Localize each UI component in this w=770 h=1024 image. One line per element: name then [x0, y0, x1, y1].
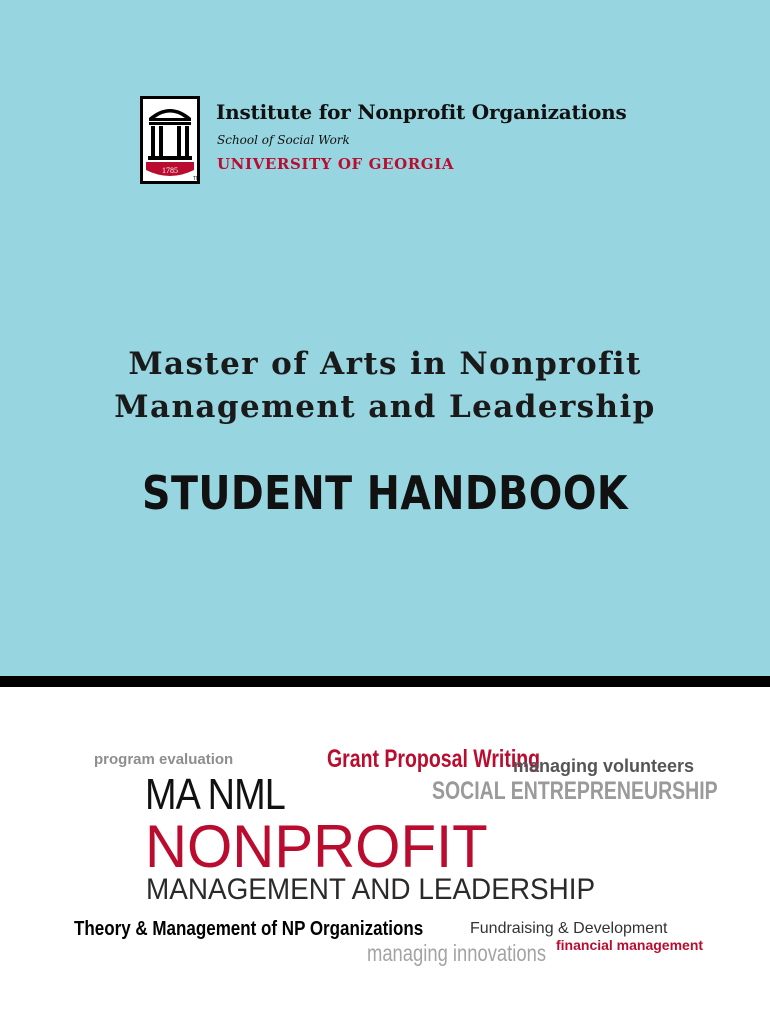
- word-program-evaluation: program evaluation: [94, 751, 234, 768]
- word-social-entrepreneurship: SOCIAL ENTREPRENEURSHIP: [432, 777, 718, 805]
- program-title-line1: Master of Arts in Nonprofit: [128, 346, 642, 382]
- word-theory-management: Theory & Management of NP Organizations: [74, 918, 424, 940]
- arch-icon: [140, 96, 200, 184]
- word-managing-volunteers: managing volunteers: [513, 756, 695, 776]
- word-grant-proposal-writing: Grant Proposal Writing: [327, 745, 541, 773]
- word-financial-management: financial management: [556, 937, 704, 953]
- word-ma-nml: MA NML: [145, 770, 285, 819]
- institute-name: Institute for Nonprofit Organizations: [216, 100, 627, 124]
- word-managing-innovations: managing innovations: [367, 940, 547, 966]
- word-nonprofit: NONPROFIT: [145, 813, 488, 880]
- trademark-mark: TM: [193, 176, 201, 182]
- word-fundraising: Fundraising & Development: [470, 920, 668, 937]
- program-title: [0, 343, 770, 429]
- university-name: UNIVERSITY OF GEORGIA: [217, 155, 455, 173]
- program-title-line2: Management and Leadership: [114, 389, 656, 425]
- handbook-title: STUDENT HANDBOOK: [142, 466, 628, 520]
- word-management-and-leadership: MANAGEMENT AND LEADERSHIP: [146, 873, 596, 906]
- cover-divider: [0, 676, 770, 687]
- school-name: School of Social Work: [217, 133, 350, 147]
- logo-year: 1785: [162, 166, 178, 175]
